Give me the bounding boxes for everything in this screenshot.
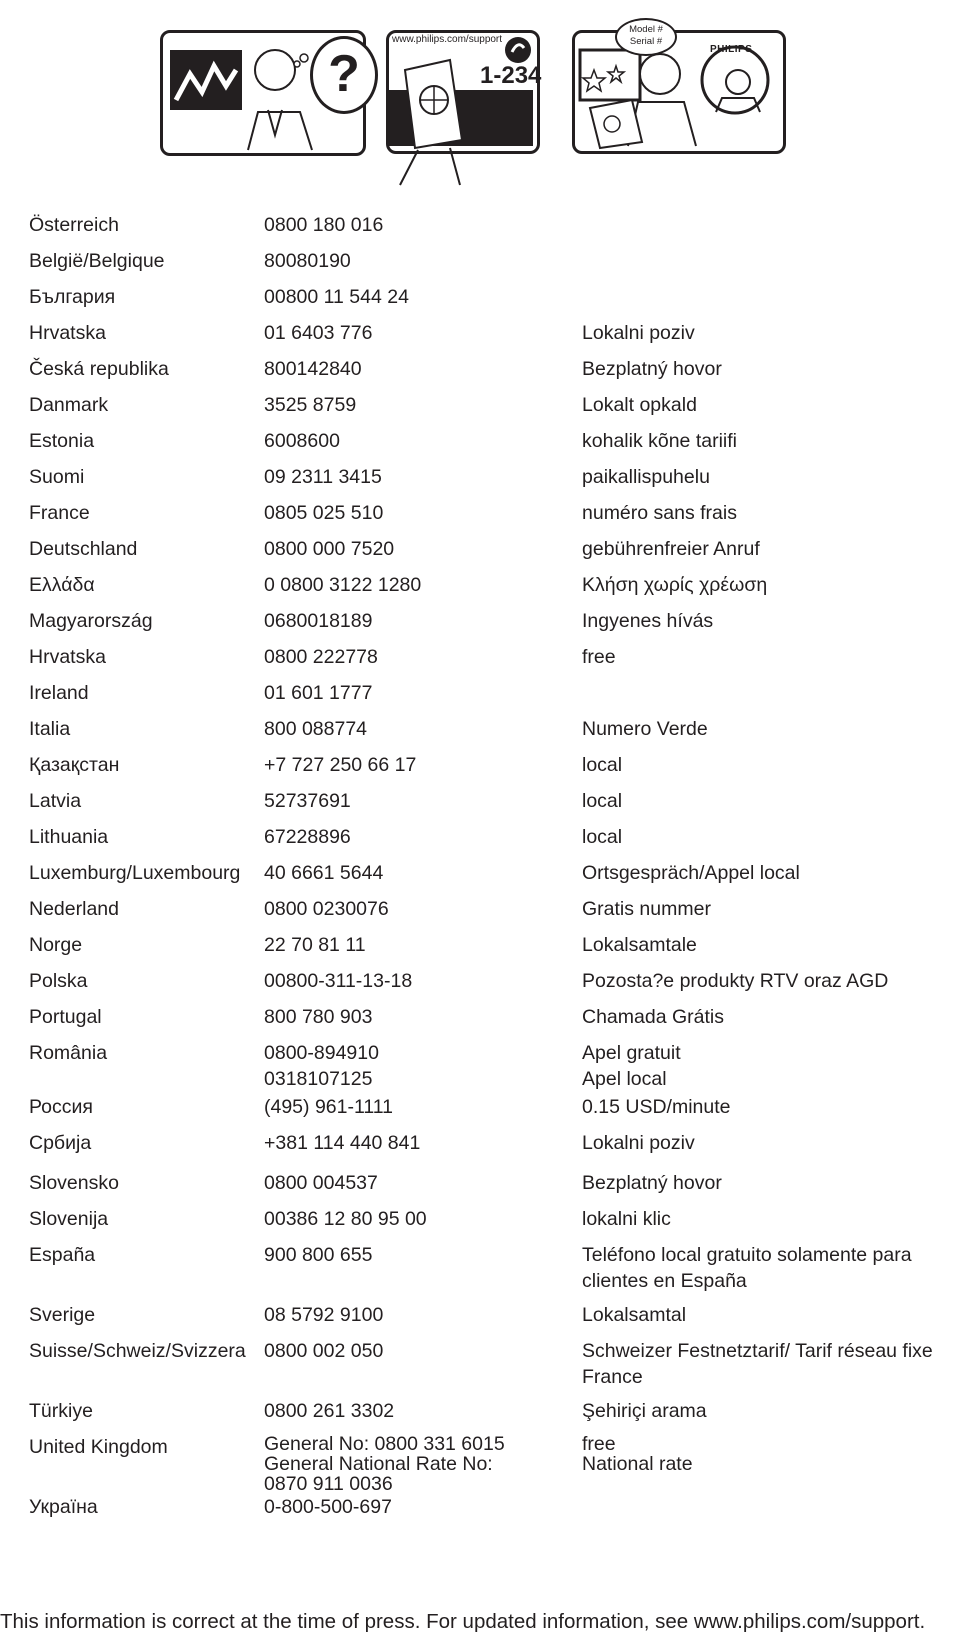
phone-number-line: 09 2311 3415	[264, 466, 382, 488]
country-name: Magyarország	[29, 610, 153, 632]
phone-number	[264, 320, 372, 346]
phone-number-line: 01 601 1777	[264, 682, 373, 704]
country-name: Србија	[29, 1132, 92, 1154]
phone-number-line: 800142840	[264, 358, 362, 380]
phone-number-line: 800 780 903	[264, 1006, 373, 1028]
phone-number-line: 80080190	[264, 250, 351, 272]
phone-number-line: 0800 004537	[264, 1172, 378, 1194]
country-name: Україна	[29, 1496, 98, 1518]
country-name: România	[29, 1042, 108, 1064]
phone-number-line: General National Rate No:	[264, 1453, 493, 1475]
call-rate-note-line: 0.15 USD/minute	[582, 1096, 731, 1118]
phone-number	[264, 932, 366, 958]
call-rate-note	[582, 1398, 707, 1424]
country-name: Lithuania	[29, 826, 109, 848]
call-rate-note-line: Numero Verde	[582, 718, 708, 740]
phone-number	[264, 1094, 393, 1120]
phone-number	[264, 608, 372, 634]
call-rate-note-line: free	[582, 1433, 616, 1455]
phone-number-line: 52737691	[264, 790, 351, 812]
call-rate-note-line: Bezplatný hovor	[582, 358, 722, 380]
phone-number	[264, 860, 383, 886]
call-rate-note-line: France	[582, 1366, 643, 1388]
country-name: България	[29, 286, 116, 308]
phone-number-line: 67228896	[264, 826, 351, 848]
phone-number-line: 0805 025 510	[264, 502, 384, 524]
country-name: United Kingdom	[29, 1436, 168, 1458]
phone-number	[264, 1398, 394, 1424]
call-rate-note-line: lokalni klic	[582, 1208, 671, 1230]
phone-number	[264, 1206, 427, 1232]
phone-number	[264, 428, 340, 454]
call-rate-note	[582, 1206, 671, 1232]
call-rate-note-line: Apel local	[582, 1068, 667, 1090]
phone-number-line: 0800-894910	[264, 1042, 379, 1064]
phone-number	[264, 392, 356, 418]
call-rate-note	[582, 320, 695, 346]
phone-number-line: 0680018189	[264, 610, 373, 632]
phone-number	[264, 1130, 420, 1156]
call-rate-note	[582, 788, 622, 814]
call-rate-note-line: local	[582, 754, 623, 776]
phone-number-line: 40 6661 5644	[264, 862, 384, 884]
question-mark-bubble: ?	[310, 36, 378, 114]
call-rate-note-line: National rate	[582, 1453, 693, 1475]
phone-number-line: 01 6403 776	[264, 322, 373, 344]
call-rate-note	[582, 1242, 912, 1294]
call-rate-note	[582, 464, 710, 490]
call-rate-note-line: Schweizer Festnetztarif/ Tarif réseau fixe	[582, 1340, 933, 1362]
call-rate-note-line: Lokalt opkald	[582, 394, 697, 416]
call-rate-note	[582, 536, 760, 562]
country-name: Latvia	[29, 790, 82, 812]
country-name: Ελλάδα	[29, 574, 95, 596]
phone-number-line: +7 727 250 66 17	[264, 754, 417, 776]
country-name: Norge	[29, 934, 83, 956]
phone-number-line: 0800 261 3302	[264, 1400, 395, 1422]
phone-number-line: 0-800-500-697	[264, 1496, 392, 1518]
call-rate-note-line: clientes en España	[582, 1270, 747, 1292]
call-rate-note	[582, 860, 800, 886]
country-name: Suisse/Schweiz/Svizzera	[29, 1340, 246, 1362]
country-name: Portugal	[29, 1006, 102, 1028]
call-rate-note	[582, 644, 616, 670]
call-rate-note	[582, 752, 622, 778]
call-rate-note	[582, 1130, 695, 1156]
call-rate-note-line: Κλήση χωρίς χρέωση	[582, 574, 768, 596]
country-name: België/Belgique	[29, 250, 165, 272]
country-name: Suomi	[29, 466, 85, 488]
phone-number	[264, 1170, 378, 1196]
phone-number-line: 0800 0230076	[264, 898, 389, 920]
call-rate-note-line: free	[582, 646, 616, 668]
country-name: Deutschland	[29, 538, 138, 560]
call-rate-note	[582, 824, 622, 850]
country-name: Slovenija	[29, 1208, 109, 1230]
call-rate-note-line: paikallispuhelu	[582, 466, 710, 488]
phone-number-line: General No: 0800 331 6015	[264, 1433, 505, 1455]
call-rate-note-line: Teléfono local gratuito solamente para	[582, 1244, 912, 1266]
country-name: Estonia	[29, 430, 95, 452]
country-name: Česká republika	[29, 358, 169, 380]
call-rate-note-line: Lokalni poziv	[582, 322, 695, 344]
call-rate-note	[582, 1040, 681, 1092]
call-rate-note	[582, 1434, 693, 1474]
call-rate-note	[582, 356, 722, 382]
call-rate-note-line: Lokalni poziv	[582, 1132, 695, 1154]
call-rate-note	[582, 1338, 933, 1390]
call-rate-note	[582, 608, 713, 634]
model-label: Model #	[629, 24, 663, 35]
footer-note: This information is correct at the time of press. For updated information, see www.philips.com/support.	[0, 1610, 926, 1633]
phone-number	[264, 356, 362, 382]
country-name: Ireland	[29, 682, 89, 704]
phone-number	[264, 536, 394, 562]
call-rate-note	[582, 968, 888, 994]
call-rate-note-line: Gratis nummer	[582, 898, 711, 920]
phone-number	[264, 248, 351, 274]
phone-number-line: 800 088774	[264, 718, 368, 740]
phone-number-line: 0318107125	[264, 1068, 373, 1090]
country-name: Hrvatska	[29, 646, 106, 668]
phone-number	[264, 464, 382, 490]
phone-number-line: 6008600	[264, 430, 340, 452]
call-rate-note-line: Ortsgespräch/Appel local	[582, 862, 800, 884]
call-rate-note	[582, 932, 697, 958]
country-name: France	[29, 502, 90, 524]
phone-number-line: 0 0800 3122 1280	[264, 574, 422, 596]
call-rate-note	[582, 1170, 722, 1196]
phone-number	[264, 896, 389, 922]
phone-number	[264, 1338, 383, 1364]
country-name: Italia	[29, 718, 71, 740]
phone-number	[264, 1302, 383, 1328]
country-name: Luxemburg/Luxembourg	[29, 862, 241, 884]
country-name: Polska	[29, 970, 88, 992]
phone-number	[264, 968, 412, 994]
phone-number	[264, 1434, 505, 1494]
phone-number-line: 00800 11 544 24	[264, 286, 409, 308]
phone-number-line: 00800-311-13-18	[264, 970, 413, 992]
country-name: Sverige	[29, 1304, 96, 1326]
country-name: Danmark	[29, 394, 109, 416]
phone-number-line: 22 70 81 11	[264, 934, 366, 956]
serial-label: Serial #	[629, 36, 663, 47]
phone-number	[264, 1494, 392, 1520]
call-rate-note-line: local	[582, 826, 623, 848]
call-rate-note-line: Lokalsamtal	[582, 1304, 687, 1326]
call-rate-note-line: local	[582, 790, 623, 812]
phone-number	[264, 680, 372, 706]
call-rate-note	[582, 896, 711, 922]
call-rate-note-line: Chamada Grátis	[582, 1006, 724, 1028]
phone-number-line: (495) 961-1111	[264, 1096, 394, 1118]
country-name: Türkiye	[29, 1400, 93, 1422]
phone-number-line: 0800 180 016	[264, 214, 384, 236]
country-name: Россия	[29, 1096, 93, 1118]
phone-number-line: +381 114 440 841	[264, 1132, 421, 1154]
phone-number	[264, 788, 351, 814]
phone-number-line: 0800 000 7520	[264, 538, 395, 560]
country-name: Hrvatska	[29, 322, 106, 344]
call-rate-note	[582, 1004, 724, 1030]
call-rate-note-line: Şehiriçi arama	[582, 1400, 707, 1422]
phone-number	[264, 1242, 372, 1268]
call-rate-note	[582, 1302, 686, 1328]
phone-number	[264, 644, 378, 670]
phone-number	[264, 1004, 372, 1030]
country-name: Österreich	[29, 214, 119, 236]
call-rate-note-line: Apel gratuit	[582, 1042, 681, 1064]
support-url: www.philips.com/support	[392, 34, 503, 45]
phone-number-line: 900 800 655	[264, 1244, 373, 1266]
philips-logo: PHILIPS	[710, 44, 753, 55]
call-rate-note	[582, 500, 737, 526]
phone-number-line: 0800 222778	[264, 646, 378, 668]
call-rate-note	[582, 1094, 731, 1120]
call-rate-note-line: Bezplatný hovor	[582, 1172, 722, 1194]
country-name: Қазақстан	[29, 754, 120, 776]
country-name: Nederland	[29, 898, 119, 920]
phone-number	[264, 572, 421, 598]
phone-number-line: 08 5792 9100	[264, 1304, 384, 1326]
call-rate-note	[582, 428, 737, 454]
phone-number	[264, 284, 409, 310]
phone-number	[264, 824, 351, 850]
call-rate-note-line: gebührenfreier Anruf	[582, 538, 760, 560]
phone-number-line: 0870 911 0036	[264, 1473, 393, 1495]
phone-number-line: 00386 12 80 95 00	[264, 1208, 427, 1230]
call-rate-note	[582, 716, 708, 742]
call-rate-note-line: Lokalsamtale	[582, 934, 697, 956]
phone-number-line: 0800 002 050	[264, 1340, 384, 1362]
phone-number	[264, 1040, 379, 1092]
country-name: Slovensko	[29, 1172, 119, 1194]
call-rate-note-line: numéro sans frais	[582, 502, 737, 524]
call-rate-note-line: Pozosta?e produkty RTV oraz AGD	[582, 970, 889, 992]
call-rate-note-line: Ingyenes hívás	[582, 610, 714, 632]
phone-number-line: 3525 8759	[264, 394, 357, 416]
call-rate-note-line: kohalik kõne tariifi	[582, 430, 737, 452]
phone-number	[264, 212, 383, 238]
phone-number	[264, 716, 367, 742]
phone-number	[264, 752, 416, 778]
call-rate-note	[582, 392, 697, 418]
country-name: España	[29, 1244, 96, 1266]
phone-number	[264, 500, 383, 526]
phone-number-label: 1-234	[480, 62, 542, 89]
call-rate-note	[582, 572, 767, 598]
